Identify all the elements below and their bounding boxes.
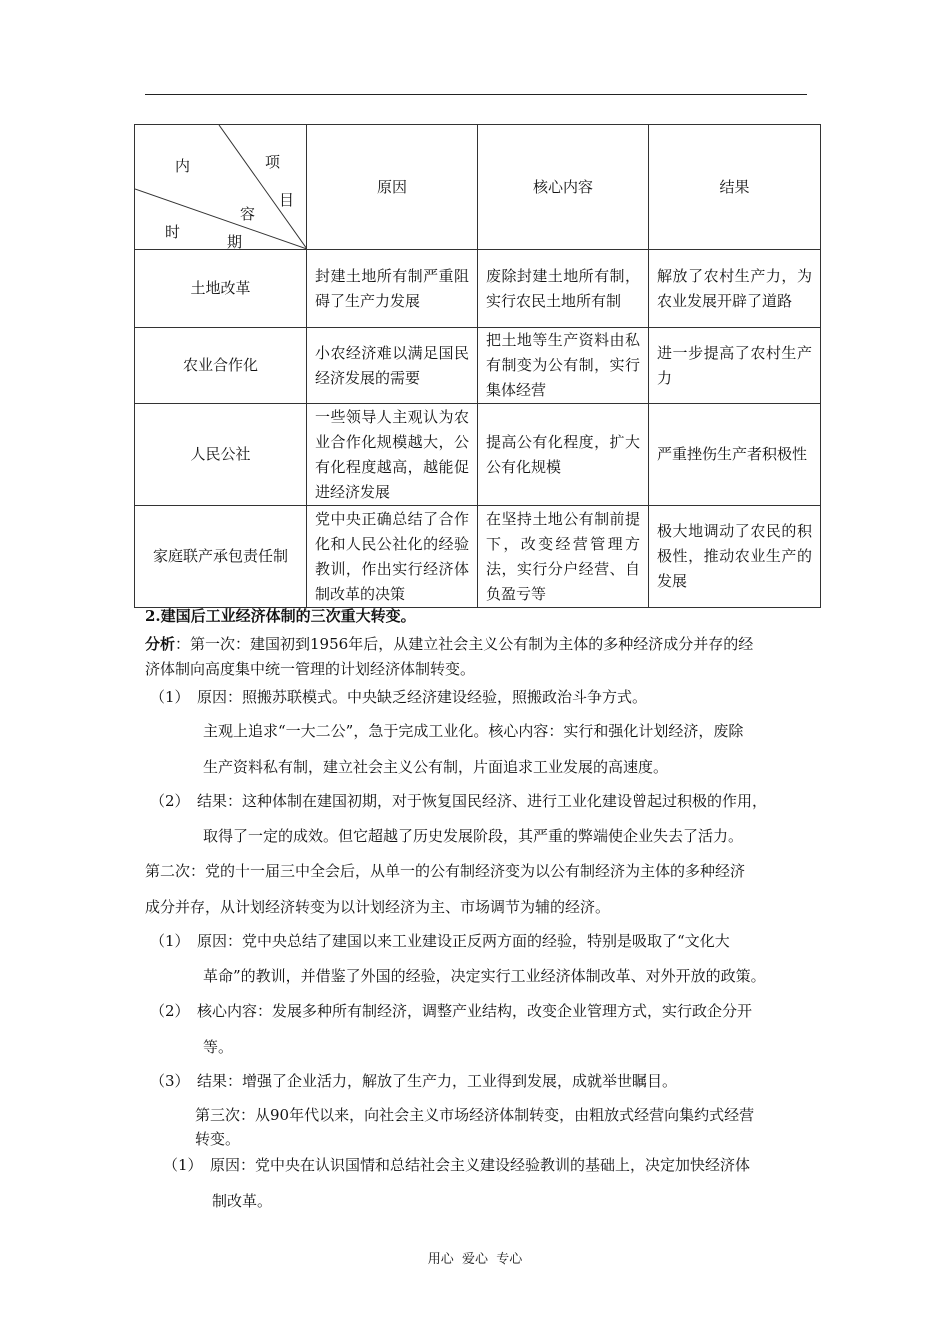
paragraph-line: 等。 [203, 1038, 234, 1056]
section-heading: 2.建国后工业经济体制的三次重大转变。 [145, 607, 416, 625]
core-cell: 在坚持土地公有制前提下，改变经营管理方法，实行分户经营、自负盈亏等 [478, 506, 649, 608]
paragraph-line: 革命”的教训，并借鉴了外国的经验，决定实行工业经济体制改革、对外开放的政策。 [203, 967, 766, 985]
table-row [135, 404, 821, 506]
table-row [135, 328, 821, 404]
result-cell: 解放了农村生产力，为农业发展开辟了道路 [649, 250, 821, 328]
paragraph-line: （3） 结果：增强了企业活力，解放了生产力，工业得到发展，成就举世瞩目。 [150, 1072, 678, 1090]
corner-label: 期 [227, 233, 243, 251]
header-result: 结果 [649, 125, 821, 250]
result-cell: 极大地调动了农民的积极性，推动农业生产的发展 [649, 506, 821, 608]
result-cell: 严重挫伤生产者积极性 [649, 404, 821, 506]
header-rule [145, 94, 807, 95]
period-cell: 家庭联产承包责任制 [135, 506, 307, 608]
paragraph-line: 生产资料私有制，建立社会主义公有制，片面追求工业发展的高速度。 [203, 758, 669, 776]
paragraph-line: 主观上追求“一大二公”，急于完成工业化。核心内容：实行和强化计划经济，废除 [203, 722, 744, 740]
cause-cell: 封建土地所有制严重阻碍了生产力发展 [307, 250, 478, 328]
paragraph-line: 第三次：从90年代以来，向社会主义市场经济体制转变，由粗放式经营向集约式经营 [195, 1106, 755, 1124]
table-row [135, 250, 821, 328]
paragraph-line: （1） 原因：党中央在认识国情和总结社会主义建设经验教训的基础上，决定加快经济体 [163, 1156, 751, 1174]
table-header-row [135, 125, 821, 250]
period-cell: 农业合作化 [135, 328, 307, 404]
corner-label: 内 [175, 157, 191, 175]
paragraph-line: 第二次：党的十一届三中全会后，从单一的公有制经济变为以公有制经济为主体的多种经济 [145, 862, 746, 880]
corner-label: 项 [265, 153, 281, 171]
core-cell: 废除封建土地所有制，实行农民土地所有制 [478, 250, 649, 328]
result-cell: 进一步提高了农村生产力 [649, 328, 821, 404]
paragraph-line: 制改革。 [212, 1192, 273, 1210]
paragraph-line: （1） 原因：党中央总结了建国以来工业建设正反两方面的经验，特别是吸取了“文化大 [150, 932, 730, 950]
paragraph-line: 济体制向高度集中统一管理的计划经济体制转变。 [145, 660, 476, 678]
paragraph-line: 取得了一定的成效。但它超越了历史发展阶段，其严重的弊端使企业失去了活力。 [203, 827, 744, 845]
header-cause: 原因 [307, 125, 478, 250]
corner-label: 容 [240, 205, 256, 223]
corner-label: 目 [279, 191, 295, 209]
period-cell: 土地改革 [135, 250, 307, 328]
paragraph-line: 成分并存，从计划经济转变为以计划经济为主、市场调节为辅的经济。 [145, 898, 611, 916]
core-cell: 提高公有化程度，扩大公有化规模 [478, 404, 649, 506]
paragraph-line [145, 633, 753, 655]
cause-cell: 党中央正确总结了合作化和人民公社化的经验教训，作出实行经济体制改革的决策 [307, 506, 478, 608]
analysis-label: 分析 [145, 635, 176, 653]
diagonal-lines [135, 125, 307, 249]
agriculture-reform-table [134, 124, 821, 608]
paragraph-text: ：第一次：建国初到1956年后，从建立社会主义公有制为主体的多种经济成分并存的经 [175, 635, 754, 653]
paragraph-line: （2） 核心内容：发展多种所有制经济，调整产业结构，改变企业管理方式，实行政企分开 [150, 1002, 753, 1020]
core-cell: 把土地等生产资料由私有制变为公有制，实行集体经营 [478, 328, 649, 404]
header-core-content: 核心内容 [478, 125, 649, 250]
corner-label: 时 [165, 223, 181, 241]
cause-cell: 小农经济难以满足国民经济发展的需要 [307, 328, 478, 404]
paragraph-line: （2） 结果：这种体制在建国初期，对于恢复国民经济、进行工业化建设曾起过积极的作用， [150, 792, 768, 810]
diagonal-header-cell [135, 125, 307, 250]
cause-cell: 一些领导人主观认为农业合作化规模越大，公有化程度越高，越能促进经济发展 [307, 404, 478, 506]
page-footer: 用心 爱心 专心 [427, 1252, 523, 1267]
period-cell: 人民公社 [135, 404, 307, 506]
paragraph-line: （1） 原因：照搬苏联模式。中央缺乏经济建设经验，照搬政治斗争方式。 [150, 688, 648, 706]
table-row [135, 506, 821, 608]
paragraph-line: 转变。 [195, 1130, 241, 1148]
